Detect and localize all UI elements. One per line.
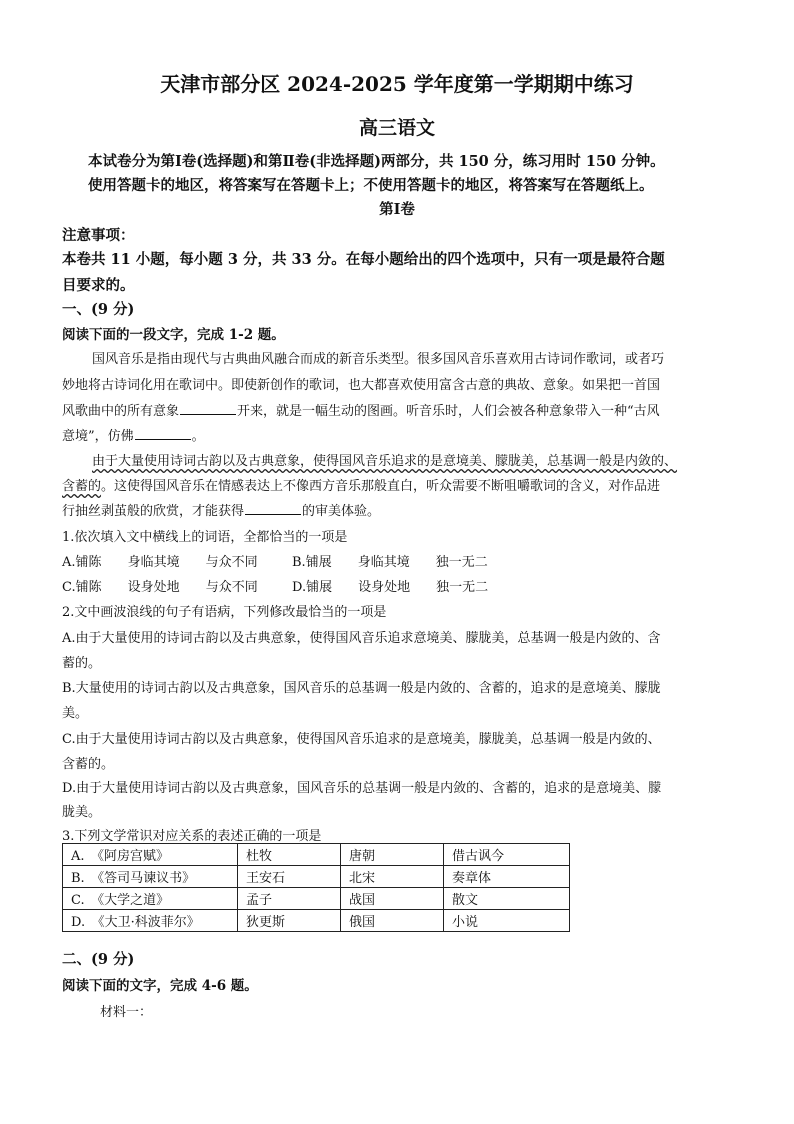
q2-option-d-line-2[interactable]: 胧美。	[62, 805, 102, 820]
option-word: 铺陈	[75, 580, 102, 595]
table-cell: 奏章体	[444, 866, 570, 888]
section1-instruction: 阅读下面的一段文字，完成 1-2 题。	[62, 327, 285, 343]
passage-p2-line-3	[62, 500, 380, 519]
notes-line-1: 本卷共 11 小题，每小题 3 分，共 33 分。在每小题给出的四个选项中，只有一项是最符合题	[62, 251, 665, 268]
material-label: 材料一：	[100, 1005, 153, 1020]
option-word: 与众不同	[205, 555, 258, 570]
volume-label: 第Ⅰ卷	[379, 201, 415, 218]
table-cell: 杜牧	[238, 844, 341, 866]
passage-p1-line-2: 妙地将古诗词化用在歌词中。即使新创作的歌词，也大都喜欢使用富含古意的典故、意象。如果把一首国	[62, 378, 661, 393]
q2-option-b-line-1[interactable]: B.大量使用的诗词古韵以及古典意象，国风音乐的总基调一般是内敛的、含蓄的，追求的是意境美、朦胧	[62, 681, 661, 696]
q2-option-a-line-2[interactable]: 蓄的。	[62, 656, 102, 671]
table-cell: B. 《答司马谏议书》	[63, 866, 238, 888]
wavy-sentence-end: 含蓄的	[62, 479, 102, 494]
q1-option-c[interactable]	[62, 576, 292, 595]
table-cell: 唐朝	[341, 844, 444, 866]
question-2-stem: 2.文中画波浪线的句子有语病，下列修改最恰当的一项是	[62, 605, 387, 620]
table-cell: 俄国	[341, 910, 444, 932]
table-cell: D. 《大卫·科波菲尔》	[63, 910, 238, 932]
fill-blank-1	[180, 402, 236, 415]
section1-heading: 一、(9 分)	[62, 301, 135, 318]
table-row[interactable]	[63, 910, 570, 932]
passage-p1-line-4	[62, 425, 205, 444]
table-cell: 狄更斯	[238, 910, 341, 932]
literature-table	[62, 843, 570, 932]
notes-label: 注意事项：	[62, 227, 135, 244]
q1-option-a[interactable]	[62, 551, 292, 570]
exam-title: 天津市部分区 2024-2025 学年度第一学期期中练习	[160, 72, 634, 96]
passage-p1-line-1: 国风音乐是指由现代与古典曲风融合而成的新音乐类型。很多国风音乐喜欢用古诗词作歌词，或者巧	[92, 352, 665, 367]
passage-text: 。	[191, 429, 205, 444]
option-letter: C.	[62, 580, 76, 595]
table-cell: 借古讽今	[444, 844, 570, 866]
q2-option-c-line-2[interactable]: 含蓄的。	[62, 757, 115, 772]
passage-p2-line-1	[92, 450, 677, 469]
option-word: 独一无二	[435, 555, 488, 570]
table-cell: C. 《大学之道》	[63, 888, 238, 910]
q1-options-row-2	[62, 576, 488, 595]
notes-line-2: 目要求的。	[62, 277, 135, 294]
question-1-stem: 1.依次填入文中横线上的词语，全都恰当的一项是	[62, 530, 348, 545]
question-3-stem: 3.下列文学常识对应关系的表述正确的一项是	[62, 829, 322, 844]
passage-text: 行抽丝剥茧般的欣赏，才能获得	[62, 504, 245, 519]
passage-p2-line-2	[62, 475, 660, 494]
q2-option-d-line-1[interactable]: D.由于大量使用诗词古韵以及古典意象，国风音乐的总基调一般是内敛的、含蓄的，追求的是意境美、朦	[62, 781, 662, 796]
q1-option-d[interactable]	[292, 576, 488, 595]
section2-heading: 二、(9 分)	[62, 951, 135, 968]
fill-blank-2	[135, 427, 191, 440]
section2-instruction: 阅读下面的文字，完成 4-6 题。	[62, 978, 258, 994]
table-cell: 王安石	[238, 866, 341, 888]
passage-text: 意境”，仿佛	[62, 429, 134, 444]
option-word: 设身处地	[127, 580, 180, 595]
option-letter: A.	[62, 555, 76, 570]
table-row[interactable]	[63, 866, 570, 888]
option-word: 铺展	[305, 555, 332, 570]
fill-blank-3	[245, 502, 301, 515]
table-cell: A. 《阿房宫赋》	[63, 844, 238, 866]
table-cell: 北宋	[341, 866, 444, 888]
option-word: 铺展	[306, 580, 333, 595]
option-word: 铺陈	[75, 555, 102, 570]
table-cell: 小说	[444, 910, 570, 932]
option-letter: D.	[292, 580, 307, 595]
option-word: 设身处地	[358, 580, 411, 595]
wavy-sentence: 由于大量使用诗词古韵以及古典意象，使得国风音乐追求的是意境美、朦胧美，总基调一般是内敛的、	[92, 454, 678, 469]
q1-options-row-1	[62, 551, 488, 570]
passage-text: 风歌曲中的所有意象	[62, 404, 180, 419]
option-word: 与众不同	[205, 580, 258, 595]
option-letter: B.	[292, 555, 306, 570]
table-row[interactable]	[63, 844, 570, 866]
passage-p1-line-3	[62, 400, 660, 419]
option-word: 身临其境	[357, 555, 410, 570]
table-cell: 孟子	[238, 888, 341, 910]
q1-option-b[interactable]	[292, 551, 488, 570]
intro-line-1: 本试卷分为第Ⅰ卷(选择题)和第Ⅱ卷(非选择题)两部分，共 150 分，练习用时 150 分钟。	[88, 153, 665, 170]
option-word: 身临其境	[127, 555, 180, 570]
option-word: 独一无二	[436, 580, 489, 595]
table-cell: 散文	[444, 888, 570, 910]
passage-text: 开来，就是一幅生动的图画。听音乐时，人们会被各种意象带入一种“古风	[237, 404, 660, 419]
q2-option-c-line-1[interactable]: C.由于大量使用诗词古韵以及古典意象，使得国风音乐追求的是意境美，朦胧美，总基调一般是内敛的、	[62, 732, 661, 747]
table-cell: 战国	[341, 888, 444, 910]
subject-title: 高三语文	[358, 117, 435, 139]
table-row[interactable]	[63, 888, 570, 910]
q2-option-a-line-1[interactable]: A.由于大量使用的诗词古韵以及古典意象，使得国风音乐追求意境美、朦胧美，总基调一般是内敛的、含	[62, 631, 661, 646]
intro-line-2: 使用答题卡的地区，将答案写在答题卡上；不使用答题卡的地区，将答案写在答题纸上。	[88, 177, 654, 194]
q2-option-b-line-2[interactable]: 美。	[62, 706, 89, 721]
passage-text: 的审美体验。	[302, 504, 381, 519]
passage-text: 。这使得国风音乐在情感表达上不像西方音乐那般直白，听众需要不断咀嚼歌词的含义，对作品进	[101, 479, 661, 494]
